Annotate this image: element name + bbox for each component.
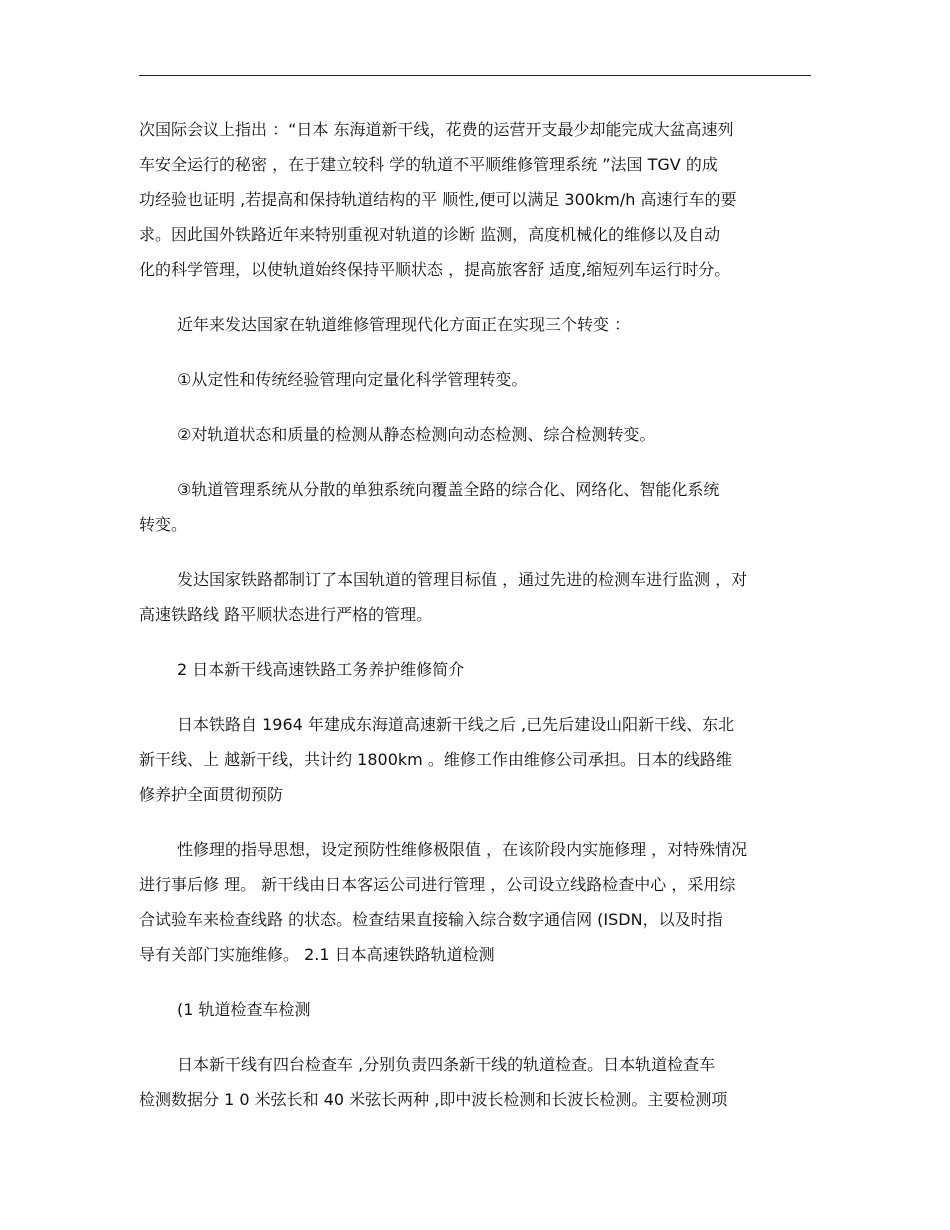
text-line: 高速铁路线 路平顺状态进行严格的管理。 bbox=[139, 605, 433, 624]
text-line: 合试验车来检查线路 的状态。检查结果直接输入综合数字通信网 (ISDN，以及时指 bbox=[139, 910, 723, 929]
header-rule bbox=[139, 75, 811, 76]
paragraph-inspection-cars bbox=[139, 1047, 811, 1117]
text-line: 发达国家铁路都制订了本国轨道的管理目标值 ，通过先进的检测车进行监测 ，对 bbox=[177, 570, 748, 589]
text-line: 化的科学管理，以使轨道始终保持平顺状态 ，提高旅客舒 适度,缩短列车运行时分。 bbox=[139, 260, 731, 279]
text-line: 2 日本新干线高速铁路工务养护维修简介 bbox=[177, 660, 465, 679]
list-item-2 bbox=[139, 417, 811, 452]
list-item-3 bbox=[139, 472, 811, 542]
text-line: ③轨道管理系统从分散的单独系统向覆盖全路的综合化、网络化、智能化系统 bbox=[177, 480, 720, 499]
text-line: 修养护全面贯彻预防 bbox=[139, 785, 284, 804]
text-line: 日本新干线有四台检查车 ,分别负责四条新干线的轨道检查。日本轨道检查车 bbox=[177, 1055, 716, 1074]
text-line: 次国际会议上指出 ：“日本 东海道新干线，花费的运营开支最少却能完成大盆高速列 bbox=[139, 120, 734, 139]
text-line: (1 轨道检查车检测 bbox=[177, 1000, 311, 1019]
text-line: 性修理的指导思想，设定预防性维修极限值 ，在该阶段内实施修理 ，对特殊情况 bbox=[177, 840, 748, 859]
text-line: 检测数据分 1 0 米弦长和 40 米弦长两种 ,即中波长检测和长波长检测。主要检测项 bbox=[139, 1090, 728, 1109]
section-heading bbox=[139, 652, 811, 687]
text-line: 进行事后修 理。 新干线由日本客运公司进行管理 ，公司设立线路检查中心 ，采用综 bbox=[139, 875, 736, 894]
document-body bbox=[139, 112, 811, 1117]
text-line: 近年来发达国家在轨道维修管理现代化方面正在实现三个转变 ： bbox=[177, 315, 631, 334]
paragraph-preventive-maintenance bbox=[139, 832, 811, 972]
text-line: 新干线、上 越新干线，共计约 1800km 。维修工作由维修公司承担。日本的线路维 bbox=[139, 750, 732, 769]
paragraph-three-shifts bbox=[139, 307, 811, 342]
text-line: 功经验也证明 ,若提高和保持轨道结构的平 顺性,便可以满足 300km/h 高速行车的要 bbox=[139, 190, 737, 209]
subsection-heading bbox=[139, 992, 811, 1027]
text-line: 日本铁路自 1964 年建成东海道高速新干线之后 ,已先后建设山阳新干线、东北 bbox=[177, 715, 735, 734]
text-line: ②对轨道状态和质量的检测从静态检测向动态检测、综合检测转变。 bbox=[177, 425, 656, 444]
text-line: 导有关部门实施维修。 2.1 日本高速铁路轨道检测 bbox=[139, 945, 495, 964]
list-item-1 bbox=[139, 362, 811, 397]
paragraph-intl-meeting bbox=[139, 112, 811, 287]
text-line: 求。因此国外铁路近年来特别重视对轨道的诊断 监测，高度机械化的维修以及自动 bbox=[139, 225, 721, 244]
text-line: 车安全运行的秘密 ，在于建立较科 学的轨道不平顺维修管理系统 ”法国 TGV 的成 bbox=[139, 155, 718, 174]
paragraph-japan-railways bbox=[139, 707, 811, 812]
paragraph-management-targets bbox=[139, 562, 811, 632]
text-line: 转变。 bbox=[139, 515, 188, 534]
text-line: ①从定性和传统经验管理向定量化科学管理转变。 bbox=[177, 370, 528, 389]
